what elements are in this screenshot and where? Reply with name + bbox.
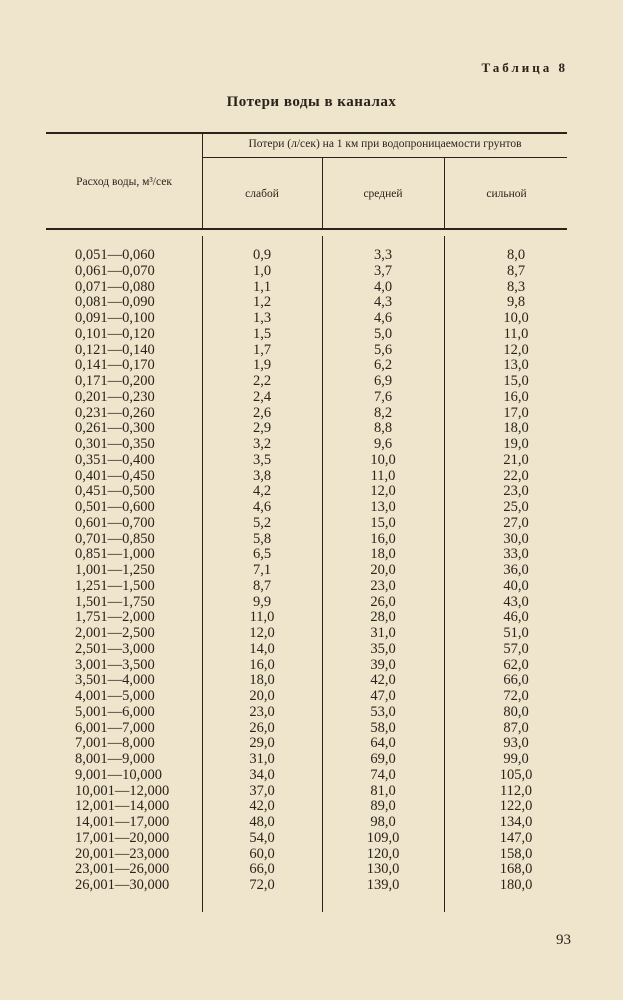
table-title: Потери воды в каналах	[226, 94, 397, 110]
flow-rate-cell: 0,261—0,300	[75, 420, 155, 437]
flow-rate-cell: 7,001—8,000	[75, 735, 155, 752]
strong-loss-cell: 17,0	[503, 404, 529, 421]
medium-loss-cell: 5,0	[373, 325, 393, 342]
subheader-rule	[203, 157, 567, 158]
strong-loss-cell: 180,0	[499, 877, 533, 893]
medium-loss-cell: 58,0	[370, 719, 396, 736]
flow-rate-cell: 0,201—0,230	[75, 388, 155, 405]
header-medium: средней	[363, 188, 403, 200]
medium-loss-cell: 3,3	[373, 247, 393, 263]
strong-loss-cell: 105,0	[499, 766, 533, 783]
medium-loss-cell: 7,6	[373, 388, 393, 405]
medium-loss-cell: 6,9	[373, 373, 393, 389]
weak-loss-cell: 1,7	[252, 341, 272, 358]
weak-loss-cell: 23,0	[249, 703, 275, 720]
flow-rate-cell: 4,001—5,000	[75, 688, 155, 704]
weak-loss-cell: 2,4	[252, 388, 272, 405]
strong-loss-cell: 147,0	[499, 829, 533, 846]
medium-loss-cell: 47,0	[370, 688, 396, 704]
flow-rate-cell: 0,451—0,500	[75, 483, 155, 500]
column-weak	[204, 248, 320, 894]
medium-loss-cell: 8,8	[373, 420, 393, 437]
weak-loss-cell: 1,3	[252, 310, 272, 326]
flow-rate-cell: 0,501—0,600	[75, 499, 155, 515]
medium-loss-cell: 53,0	[370, 703, 396, 720]
strong-loss-cell: 33,0	[503, 546, 529, 563]
strong-loss-cell: 21,0	[503, 451, 529, 468]
strong-loss-cell: 51,0	[503, 625, 529, 641]
flow-rate-cell: 0,081—0,090	[75, 294, 155, 311]
column-flow-rate	[75, 248, 190, 894]
medium-loss-cell: 109,0	[366, 829, 400, 846]
flow-rate-cell: 10,001—12,000	[75, 782, 170, 799]
flow-rate-cell: 0,061—0,070	[75, 262, 155, 279]
weak-loss-cell: 3,5	[252, 451, 272, 468]
weak-loss-cell: 14,0	[249, 640, 275, 657]
strong-loss-cell: 23,0	[503, 483, 529, 500]
medium-loss-cell: 4,6	[373, 310, 393, 326]
strong-loss-cell: 19,0	[503, 436, 529, 452]
strong-loss-cell: 8,0	[506, 247, 526, 263]
header-divider-3	[444, 158, 445, 228]
weak-loss-cell: 7,1	[252, 562, 272, 578]
medium-loss-cell: 16,0	[370, 530, 396, 547]
strong-loss-cell: 8,7	[506, 262, 526, 279]
medium-loss-cell: 4,0	[373, 278, 393, 295]
weak-loss-cell: 29,0	[249, 735, 275, 752]
weak-loss-cell: 3,2	[252, 436, 272, 452]
flow-rate-cell: 0,071—0,080	[75, 278, 155, 295]
strong-loss-cell: 66,0	[503, 672, 529, 689]
medium-loss-cell: 35,0	[370, 640, 396, 657]
strong-loss-cell: 22,0	[503, 467, 529, 484]
flow-rate-cell: 0,101—0,120	[75, 325, 155, 342]
flow-rate-cell: 0,851—1,000	[75, 546, 155, 563]
strong-loss-cell: 80,0	[503, 703, 529, 720]
medium-loss-cell: 11,0	[370, 467, 396, 484]
flow-rate-cell: 5,001—6,000	[75, 703, 155, 720]
flow-rate-cell: 0,701—0,850	[75, 530, 155, 547]
strong-loss-cell: 25,0	[503, 499, 529, 515]
flow-rate-cell: 9,001—10,000	[75, 766, 162, 783]
weak-loss-cell: 4,6	[252, 499, 272, 515]
strong-loss-cell: 43,0	[503, 593, 529, 610]
medium-loss-cell: 89,0	[370, 798, 396, 815]
medium-loss-cell: 26,0	[370, 593, 396, 610]
medium-loss-cell: 98,0	[370, 814, 396, 830]
medium-loss-cell: 10,0	[370, 451, 396, 468]
flow-rate-cell: 1,751—2,000	[75, 609, 155, 626]
weak-loss-cell: 3,8	[252, 467, 272, 484]
medium-loss-cell: 42,0	[370, 672, 396, 689]
weak-loss-cell: 42,0	[249, 798, 275, 815]
weak-loss-cell: 48,0	[249, 814, 275, 830]
weak-loss-cell: 6,5	[252, 546, 272, 563]
flow-rate-cell: 0,231—0,260	[75, 404, 155, 421]
medium-loss-cell: 3,7	[373, 262, 393, 279]
medium-loss-cell: 4,3	[373, 294, 393, 311]
weak-loss-cell: 1,9	[252, 357, 272, 374]
weak-loss-cell: 37,0	[249, 782, 275, 799]
medium-loss-cell: 74,0	[370, 766, 396, 783]
strong-loss-cell: 27,0	[503, 514, 529, 531]
header-losses: Потери (л/сек) на 1 км при водопроницаемости грунтов	[248, 138, 522, 150]
flow-rate-cell: 2,501—3,000	[75, 640, 155, 657]
medium-loss-cell: 8,2	[373, 404, 393, 421]
medium-loss-cell: 28,0	[370, 609, 396, 626]
medium-loss-cell: 31,0	[370, 625, 396, 641]
strong-loss-cell: 36,0	[503, 562, 529, 578]
weak-loss-cell: 72,0	[249, 877, 275, 893]
strong-loss-cell: 15,0	[503, 373, 529, 389]
strong-loss-cell: 62,0	[503, 656, 529, 673]
strong-loss-cell: 30,0	[503, 530, 529, 547]
weak-loss-cell: 20,0	[249, 688, 275, 704]
strong-loss-cell: 112,0	[499, 782, 533, 799]
weak-loss-cell: 12,0	[249, 625, 275, 641]
weak-loss-cell: 18,0	[249, 672, 275, 689]
header-strong: сильной	[486, 188, 527, 200]
flow-rate-cell: 1,251—1,500	[75, 577, 155, 594]
weak-loss-cell: 5,2	[252, 514, 272, 531]
medium-loss-cell: 39,0	[370, 656, 396, 673]
flow-rate-cell: 0,601—0,700	[75, 514, 155, 531]
flow-rate-cell: 0,051—0,060	[75, 247, 155, 263]
weak-loss-cell: 0,9	[252, 247, 272, 263]
weak-loss-cell: 8,7	[252, 577, 272, 594]
weak-loss-cell: 16,0	[249, 656, 275, 673]
strong-loss-cell: 93,0	[503, 735, 529, 752]
flow-rate-cell: 0,171—0,200	[75, 373, 155, 389]
medium-loss-cell: 15,0	[370, 514, 396, 531]
flow-rate-cell: 3,501—4,000	[75, 672, 155, 689]
medium-loss-cell: 81,0	[370, 782, 396, 799]
flow-rate-cell: 8,001—9,000	[75, 751, 155, 767]
header-divider-2	[322, 158, 323, 228]
medium-loss-cell: 18,0	[370, 546, 396, 563]
medium-loss-cell: 6,2	[373, 357, 393, 374]
page-number: 93	[556, 932, 571, 948]
medium-loss-cell: 23,0	[370, 577, 396, 594]
strong-loss-cell: 122,0	[499, 798, 533, 815]
medium-loss-cell: 13,0	[370, 499, 396, 515]
flow-rate-cell: 0,401—0,450	[75, 467, 155, 484]
medium-loss-cell: 130,0	[366, 861, 400, 878]
strong-loss-cell: 46,0	[503, 609, 529, 626]
weak-loss-cell: 1,1	[252, 278, 272, 295]
flow-rate-cell: 3,001—3,500	[75, 656, 155, 673]
weak-loss-cell: 2,9	[252, 420, 272, 437]
header-divider-1	[202, 133, 203, 228]
medium-loss-cell: 120,0	[366, 845, 400, 862]
strong-loss-cell: 87,0	[503, 719, 529, 736]
flow-rate-cell: 6,001—7,000	[75, 719, 155, 736]
flow-rate-cell: 0,121—0,140	[75, 341, 155, 358]
weak-loss-cell: 26,0	[249, 719, 275, 736]
flow-rate-cell: 0,141—0,170	[75, 357, 155, 374]
weak-loss-cell: 54,0	[249, 829, 275, 846]
strong-loss-cell: 10,0	[503, 310, 529, 326]
flow-rate-cell: 0,351—0,400	[75, 451, 155, 468]
weak-loss-cell: 9,9	[252, 593, 272, 610]
strong-loss-cell: 8,3	[506, 278, 526, 295]
strong-loss-cell: 99,0	[503, 751, 529, 767]
weak-loss-cell: 2,6	[252, 404, 272, 421]
flow-rate-cell: 17,001—20,000	[75, 829, 170, 846]
strong-loss-cell: 40,0	[503, 577, 529, 594]
strong-loss-cell: 18,0	[503, 420, 529, 437]
weak-loss-cell: 11,0	[249, 609, 275, 626]
header-weak: слабой	[245, 188, 279, 200]
weak-loss-cell: 2,2	[252, 373, 272, 389]
strong-loss-cell: 9,8	[506, 294, 526, 311]
strong-loss-cell: 11,0	[503, 325, 529, 342]
strong-loss-cell: 134,0	[499, 814, 533, 830]
weak-loss-cell: 1,0	[252, 262, 272, 279]
medium-loss-cell: 12,0	[370, 483, 396, 500]
strong-loss-cell: 12,0	[503, 341, 529, 358]
strong-loss-cell: 158,0	[499, 845, 533, 862]
column-strong	[446, 248, 586, 894]
strong-loss-cell: 16,0	[503, 388, 529, 405]
flow-rate-cell: 1,501—1,750	[75, 593, 155, 610]
header-bottom-rule	[46, 228, 567, 230]
weak-loss-cell: 5,8	[252, 530, 272, 547]
weak-loss-cell: 34,0	[249, 766, 275, 783]
body-divider-3	[444, 236, 445, 912]
strong-loss-cell: 13,0	[503, 357, 529, 374]
weak-loss-cell: 66,0	[249, 861, 275, 878]
medium-loss-cell: 5,6	[373, 341, 393, 358]
medium-loss-cell: 139,0	[366, 877, 400, 893]
header-flow-rate: Расход воды, м³/сек	[76, 176, 172, 188]
column-medium	[323, 248, 443, 894]
strong-loss-cell: 57,0	[503, 640, 529, 657]
medium-loss-cell: 69,0	[370, 751, 396, 767]
flow-rate-cell: 0,301—0,350	[75, 436, 155, 452]
flow-rate-cell: 12,001—14,000	[75, 798, 170, 815]
flow-rate-cell: 2,001—2,500	[75, 625, 155, 641]
medium-loss-cell: 20,0	[370, 562, 396, 578]
weak-loss-cell: 4,2	[252, 483, 272, 500]
weak-loss-cell: 31,0	[249, 751, 275, 767]
weak-loss-cell: 1,2	[252, 294, 272, 311]
flow-rate-cell: 14,001—17,000	[75, 814, 170, 830]
strong-loss-cell: 72,0	[503, 688, 529, 704]
top-rule	[46, 132, 567, 134]
weak-loss-cell: 1,5	[252, 325, 272, 342]
flow-rate-cell: 23,001—26,000	[75, 861, 170, 878]
flow-rate-cell: 20,001—23,000	[75, 845, 170, 862]
flow-rate-cell: 0,091—0,100	[75, 310, 155, 326]
medium-loss-cell: 64,0	[370, 735, 396, 752]
weak-loss-cell: 60,0	[249, 845, 275, 862]
flow-rate-cell: 1,001—1,250	[75, 562, 155, 578]
flow-rate-cell: 26,001—30,000	[75, 877, 170, 893]
table-number-label: Таблица 8	[481, 60, 568, 75]
strong-loss-cell: 168,0	[499, 861, 533, 878]
body-divider-1	[202, 236, 203, 912]
medium-loss-cell: 9,6	[373, 436, 393, 452]
